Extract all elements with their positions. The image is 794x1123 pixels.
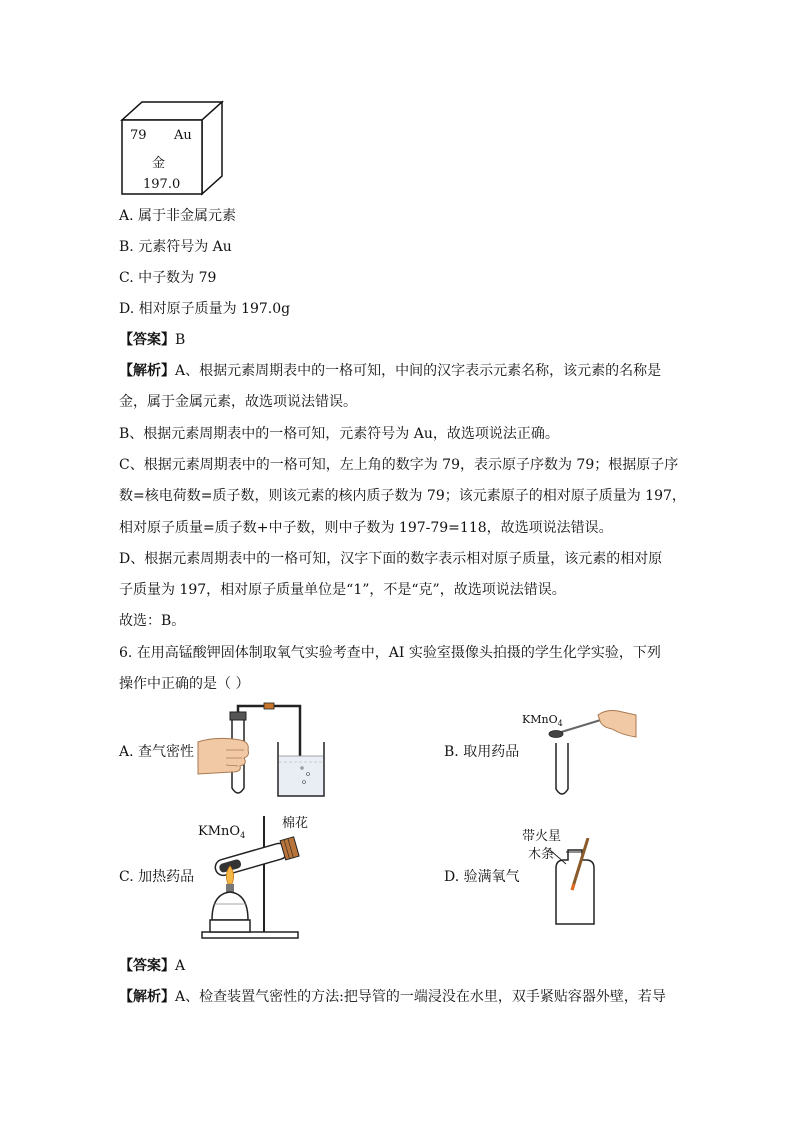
q5-option-b: B. 元素符号为 Au (119, 239, 232, 255)
q5-option-d: D. 相对原子质量为 197.0g (119, 301, 291, 317)
q6-option-a: A. 查气密性 (119, 744, 195, 760)
q5-analysis-line: 数=核电荷数=质子数，则该元素的核内质子数为 79；该元素原子的相对原子质量为 197， (119, 488, 686, 504)
answer-value: A (175, 958, 186, 974)
tile-symbol: Au (174, 128, 192, 143)
tile-mass: 197.0 (143, 177, 181, 192)
figure-b-label: KMnO$_4$ (522, 713, 563, 728)
figure-c-cotton-label: 棉花 (282, 816, 309, 831)
answer-label: 【答案】 (119, 332, 175, 348)
q5-analysis-line: D、根据元素周期表中的一格可知，汉字下面的数字表示相对原子质量，该元素的相对原 (119, 551, 663, 567)
q6-analysis-line: 【解析】A、检查装置气密性的方法:把导管的一端浸没在水里，双手紧贴容器外壁，若导 (119, 989, 666, 1005)
q6-option-d: D. 验满氧气 (444, 869, 520, 885)
q5-analysis-line: 金，属于金属元素，故选项说法错误。 (119, 394, 357, 410)
analysis-label: 【解析】 (119, 363, 175, 379)
q6-option-b: B. 取用药品 (444, 744, 520, 760)
answer-value: B (175, 332, 186, 348)
q5-option-a: A. 属于非金属元素 (119, 208, 237, 224)
q5-analysis-line: 相对原子质量=质子数+中子数，则中子数为 197-79=118，故选项说法错误。 (119, 520, 613, 536)
figure-d-label-line1: 带火星 (522, 829, 562, 844)
figure-c-reagent-label: KMnO$_4$ (198, 824, 246, 840)
q6-option-c: C. 加热药品 (119, 869, 195, 885)
figure-d-label-line2: 木条 (528, 847, 555, 862)
q5-analysis-line: 故选：B。 (119, 613, 186, 629)
answer-label: 【答案】 (119, 958, 175, 974)
q5-option-c: C. 中子数为 79 (119, 270, 217, 286)
q5-analysis-line: 【解析】A、根据元素周期表中的一格可知，中间的汉字表示元素名称，该元素的名称是 (119, 363, 662, 379)
q5-analysis-line: C、根据元素周期表中的一格可知，左上角的数字为 79，表示原子序数为 79；根据原子序 (119, 457, 679, 473)
airtightness-check-figure (196, 700, 346, 800)
q5-analysis-line: 子质量为 197，相对原子质量单位是“1”，不是“克”，故选项说法错误。 (119, 582, 566, 598)
q5-analysis-line: B、根据元素周期表中的一格可知，元素符号为 Au，故选项说法正确。 (119, 426, 559, 442)
analysis-label: 【解析】 (119, 989, 175, 1005)
q6-stem-line: 6. 在用高锰酸钾固体制取氧气实验考查中，AI 实验室摄像头拍摄的学生化学实验，下列 (119, 645, 661, 661)
tile-name: 金 (152, 156, 166, 171)
q5-answer (119, 330, 185, 350)
tile-atomic-number: 79 (130, 128, 147, 143)
q6-answer (119, 956, 185, 976)
q6-stem-line: 操作中正确的是（ ） (119, 676, 250, 692)
